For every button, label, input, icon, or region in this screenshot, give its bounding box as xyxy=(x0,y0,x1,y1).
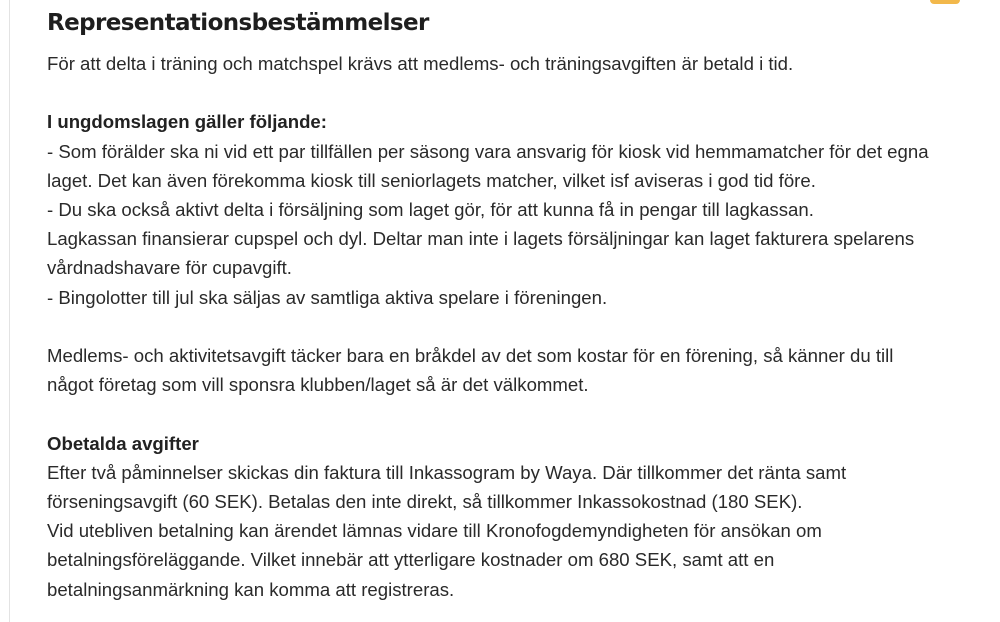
sponsor-line: Medlems- och aktivitetsavgift täcker bara en bråkdel av det som kostar för en förening, så känner du till xyxy=(47,345,894,366)
youth-line: vårdnadshavare för cupavgift. xyxy=(47,257,292,279)
youth-heading: I ungdomslagen gäller följande: xyxy=(47,111,327,133)
unpaid-line: betalningsanmärkning kan komma att registreras. xyxy=(47,578,455,600)
unpaid-line: betalningsföreläggande. Vilket innebär att ytterligare kostnader om 680 SEK, samt att en xyxy=(47,549,775,571)
youth-line: laget. Det kan även förekomma kiosk till seniorlagets matcher, vilket isf aviseras i god tid före. xyxy=(47,169,816,191)
unpaid-heading: Obetalda avgifter xyxy=(47,432,199,454)
left-border xyxy=(9,0,10,622)
youth-line: - Som förälder ska ni vid ett par tillfällen per säsong vara ansvarig för kiosk vid hemmamatcher för det egna xyxy=(47,140,929,162)
youth-line: Lagkassan finansierar cupspel och dyl. Deltar man inte i lagets försäljningar kan laget fakturera spelarens xyxy=(47,228,915,250)
unpaid-line: förseningsavgift (60 SEK). Betalas den inte direkt, så tillkommer Inkassokostnad (180 SEK). xyxy=(47,491,803,512)
page-title: Representationsbestämmelser xyxy=(47,10,429,36)
youth-line: - Du ska också aktivt delta i försäljning som laget gör, för att kunna få in pengar till lagkassan. xyxy=(47,199,814,220)
article-content xyxy=(47,0,977,604)
youth-line: - Bingolotter till jul ska säljas av samtliga aktiva spelare i föreningen. xyxy=(47,286,608,308)
unpaid-line: Vid utebliven betalning kan ärendet lämnas vidare till Kronofogdemyndigheten för ansökan om xyxy=(47,520,822,542)
intro-text: För att delta i träning och matchspel krävs att medlems- och träningsavgiften är betald i tid. xyxy=(47,53,794,74)
unpaid-line: Efter två påminnelser skickas din faktura till Inkassogram by Waya. Där tillkommer det ränta samt xyxy=(47,461,847,483)
sponsor-line: något företag som vill sponsra klubben/laget så är det välkommet. xyxy=(47,374,589,396)
